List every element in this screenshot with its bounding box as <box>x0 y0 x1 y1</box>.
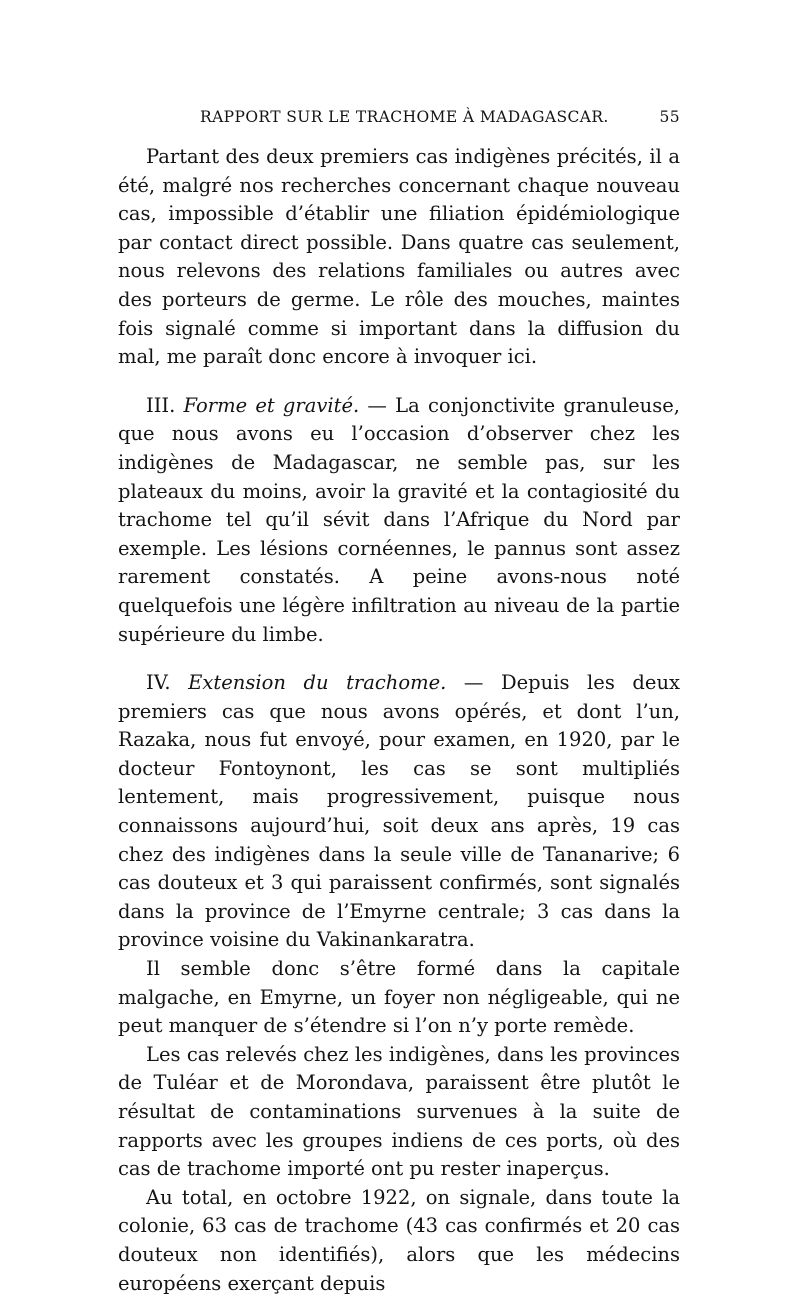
paragraph-mouches <box>118 143 680 372</box>
paragraph-au-total <box>118 1184 680 1298</box>
page-number: 55 <box>659 108 680 126</box>
paragraph-foyer-emyrne <box>118 955 680 1041</box>
section-number: III. <box>146 393 176 417</box>
paragraph-text: — Depuis les deux premiers cas que nous avons opérés, et dont l’un, Razaka, nous fut envoyé, pour examen, en 1920, par le docteur Fontoynont, les cas se sont multipliés lentement, mais progressivement, puisque nous connaissons aujourd’hui, soit deux ans après, 19 cas chez des indigènes dans la seule ville de Tananarive; 6 cas douteux et 3 qui paraissent confirmés, sont signalés dans la province de l’Emyrne centrale; 3 cas dans la province voisine du Vakinankaratra. <box>118 671 680 952</box>
section-number: IV. <box>146 671 171 695</box>
section-forme-et-gravite <box>118 392 680 649</box>
paragraph-tulear-morondava <box>118 1041 680 1184</box>
section-heading: Forme et gravité. <box>183 393 360 417</box>
section-heading: Extension du trachome. <box>188 671 447 695</box>
paragraph-text: Au total, en octobre 1922, on signale, dans toute la colonie, 63 cas de trachome (43 cas confirmés et 20 cas douteux non identifiés), alors que les médecins européens exerçant depuis <box>118 1185 680 1295</box>
section-extension-du-trachome <box>118 669 680 955</box>
running-title: RAPPORT SUR LE TRACHOME À MADAGASCAR. <box>200 108 609 126</box>
paragraph-text: Partant des deux premiers cas indigènes précités, il a été, malgré nos recherches concernant chaque nouveau cas, impossible d’établir une filiation épidémiologique par contact direct possible. Dans quatre cas seulement, nous relevons des relations familiales ou autres avec des porteurs de germe. Le rôle des mouches, maintes fois signalé comme si important dans la diffusion du mal, me paraît donc encore à invoquer ici. <box>118 145 680 369</box>
paragraph-text: — La conjonctivite granuleuse, que nous avons eu l’occasion d’observer chez les indigènes de Madagascar, ne semble pas, sur les plateaux du moins, avoir la gravité et la contagiosité du trachome tel qu’il sévit dans l’Afrique du Nord par exemple. Les lésions cornéennes, le pannus sont assez rarement constatés. A peine avons-nous noté quelquefois une légère infiltration au niveau de la partie supérieure du limbe. <box>118 393 680 646</box>
body-text <box>118 143 680 1298</box>
paragraph-text: Les cas relevés chez les indigènes, dans les provinces de Tuléar et de Morondava, paraissent être plutôt le résultat de contaminations survenues à la suite de rapports avec les groupes indiens de ces ports, où des cas de trachome importé ont pu rester inaperçus. <box>118 1042 680 1181</box>
paragraph-text: Il semble donc s’être formé dans la capitale malgache, en Emyrne, un foyer non négligeable, qui ne peut manquer de s’étendre si l’on n’y porte remède. <box>118 957 680 1038</box>
running-header <box>118 108 680 130</box>
